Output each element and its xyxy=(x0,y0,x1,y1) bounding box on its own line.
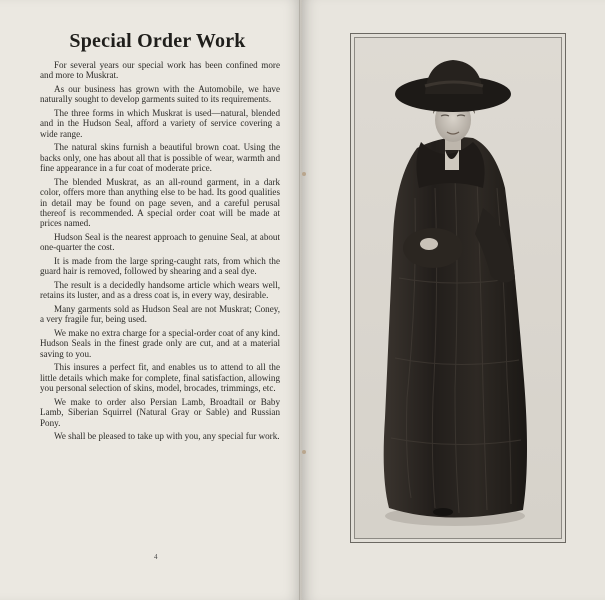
shoe xyxy=(433,508,453,516)
left-page xyxy=(0,0,300,600)
body-text xyxy=(40,60,280,445)
paper-spot xyxy=(302,172,306,176)
paragraph: The natural skins furnish a beautiful brown coat. Using the backs only, one has about all that is possible of wear, warmth and fine appearance in a fur coat of moderate price. xyxy=(40,142,280,174)
paragraph: Many garments sold as Hudson Seal are not Muskrat; Coney, a very fragile fur, being used. xyxy=(40,304,280,325)
paragraph: Hudson Seal is the nearest approach to genuine Seal, at about one-quarter the cost. xyxy=(40,232,280,253)
woman-in-fur-coat-illustration xyxy=(355,38,562,539)
paragraph: We shall be pleased to take up with you, any special fur work. xyxy=(54,431,280,442)
paper-spot xyxy=(302,450,306,454)
paragraph: We make no extra charge for a special-order coat of any kind. Hudson Seals in the finest grade only are cut, and at a material saving to you. xyxy=(40,328,280,359)
page-title: Special Order Work xyxy=(69,30,246,52)
page-number: 4 xyxy=(154,553,158,561)
paragraph: The result is a decidedly handsome article which wears well, retains its luster, and as a dress coat is, in every way, desirable. xyxy=(40,280,280,301)
paragraph: The three forms in which Muskrat is used—natural, blended and in the Hudson Seal, afford a variety of service covering a wide range. xyxy=(40,108,280,139)
paragraph: The blended Muskrat, as an all-round garment, in a dark color, offers more than anything else to be had. Its good qualities in detail may be found on page seven, and a careful perusal thereof is recommended. A special order coat will be made at prices named. xyxy=(40,176,280,229)
photo-frame xyxy=(350,33,566,543)
paragraph: We make to order also Persian Lamb, Broadtail or Baby Lamb, Siberian Squirrel (Natural Gray or Sable) and Russian Pony. xyxy=(40,396,280,428)
paragraph: As our business has grown with the Automobile, we have naturally sought to develop garments suited to its requirements. xyxy=(40,84,280,105)
hand xyxy=(420,238,438,250)
paragraph: This insures a perfect fit, and enables us to attend to all the little details which make for complete, final satisfaction, allowing you personal selection of skins, model, brocades, trimmings, etc. xyxy=(40,362,280,394)
paragraph: It is made from the large spring-caught rats, from which the guard hair is removed, followed by shearing and a seal dye. xyxy=(40,256,280,277)
photo xyxy=(354,37,562,539)
paragraph: For several years our special work has been confined more and more to Muskrat. xyxy=(40,60,280,81)
